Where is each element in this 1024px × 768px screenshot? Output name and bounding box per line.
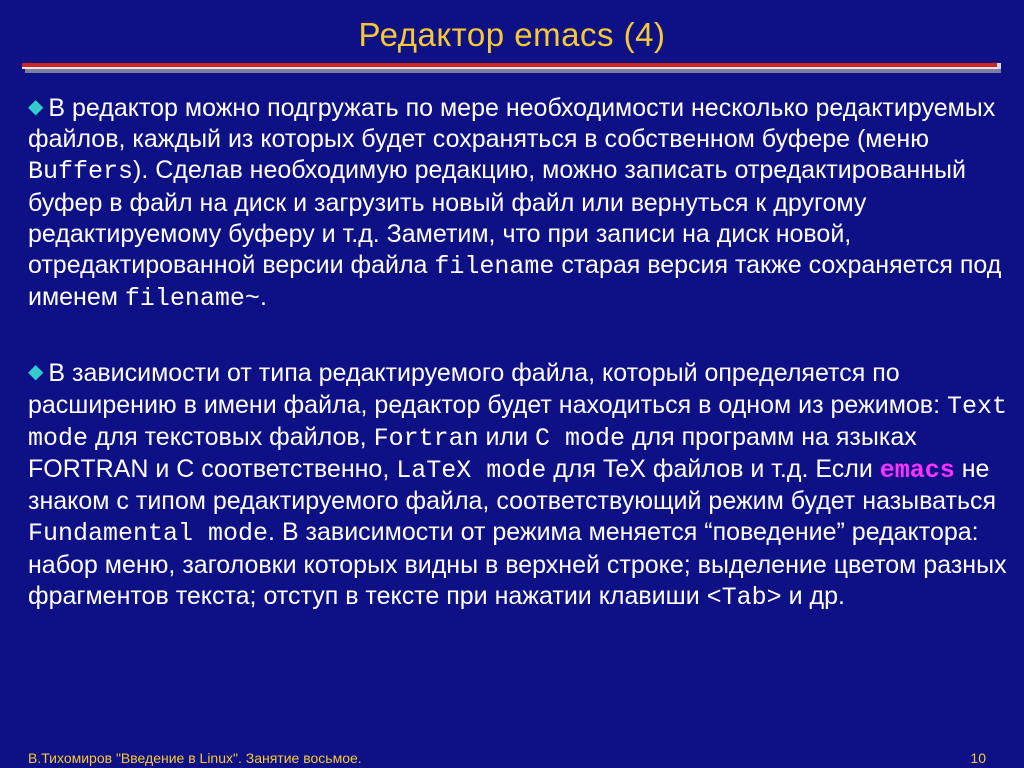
- code-buffers: Buffers: [28, 157, 134, 187]
- divider-cap: [997, 63, 1001, 69]
- page-number: 10: [970, 750, 986, 766]
- text-run: для TeX файлов и т.д. Если: [546, 455, 880, 484]
- code-fundamental-mode: Fundamental mode: [28, 519, 269, 549]
- text-run: В редактор можно подгружать по мере необходимости несколько редактируемых файлов, каждый из которых будет сохраняться в собственном буфере (меню: [28, 94, 996, 154]
- text-run: старая версия также сохраняется под именем: [28, 251, 1002, 312]
- code-c-mode: C mode: [535, 423, 626, 453]
- text-run: для программ на языках FORTRAN и C соответственно,: [28, 422, 917, 484]
- title-divider: [22, 63, 1001, 73]
- text-run: . В зависимости от режима меняется “поведение” редактора: набор меню, заголовки которых видны в верхней строке; выделение цветом разных фрагментов текста; отступ в тексте при нажатии клавиши: [28, 518, 1007, 610]
- code-text-mode: Text mode: [28, 391, 1007, 453]
- text-run: В зависимости от типа редактируемого файла, который определяется по расширению в имени файла, редактор будет находиться в одном из режимов:: [28, 359, 947, 419]
- footer-credit: В.Тихомиров "Введение в Linux". Занятие восьмое.: [28, 750, 362, 766]
- slide-body: [28, 92, 1013, 613]
- slide-title: Редактор emacs (4): [358, 16, 666, 53]
- code-fortran: Fortran: [373, 423, 479, 453]
- text-run: или: [478, 422, 536, 451]
- code-tab-key: <Tab>: [706, 582, 782, 612]
- paragraph-buffers: [28, 92, 1013, 314]
- text-run: .: [259, 283, 267, 312]
- text-run: для текстовых файлов,: [88, 422, 374, 451]
- paragraph-modes: [28, 357, 1013, 613]
- text-run: ). Сделав необходимую редакцию, можно записать отредактированный буфер в файл на диск и загрузить новый файл или вернуться к другому редактируемому буферу и т.д. Заметим, что при записи на диск новой, отредактированной версии файла: [28, 156, 966, 280]
- code-filename-backup: filename~: [124, 284, 260, 314]
- text-run: не знаком с типом редактируемого файла, соответствующий режим будет называться: [28, 455, 997, 516]
- diamond-icon: ◆: [28, 361, 44, 384]
- text-run: и др.: [781, 581, 845, 610]
- code-filename: filename: [434, 252, 555, 282]
- emacs-highlight: emacs: [879, 456, 955, 486]
- divider-line: [22, 63, 998, 69]
- code-latex-mode: LaTeX mode: [396, 456, 547, 486]
- diamond-icon: ◆: [28, 96, 44, 118]
